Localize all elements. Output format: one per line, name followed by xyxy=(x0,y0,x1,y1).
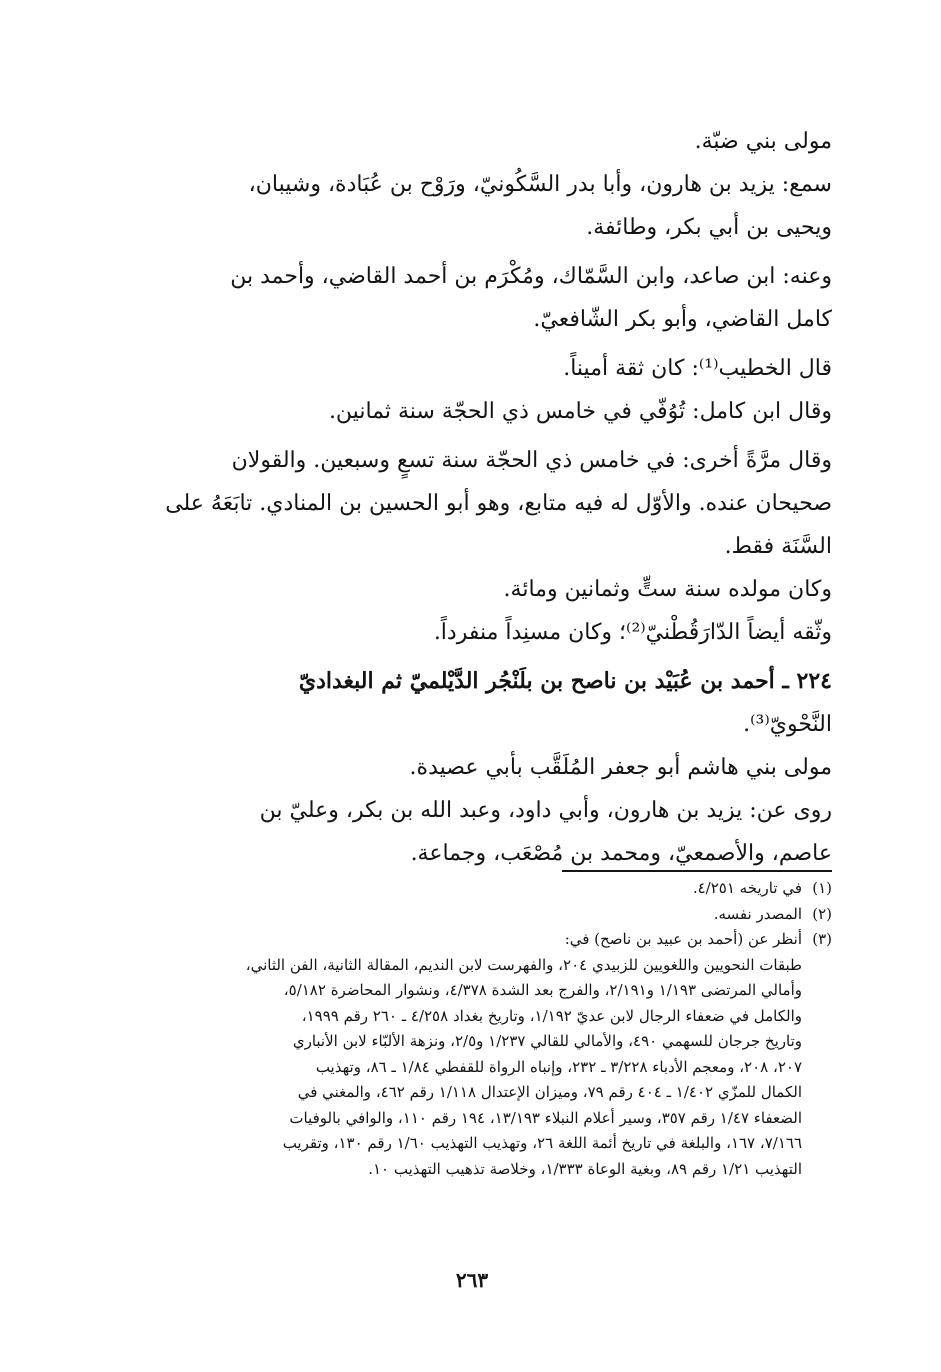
main-text xyxy=(112,120,832,875)
text-line: النَّحْويّ⁽³⁾. xyxy=(743,712,832,737)
text-line: وقال مرَّةً أخرى: في خامس ذي الحجّة سنة تسعٍ وسبعين. والقولان xyxy=(231,448,832,473)
text-line: مولى بني ضبّة. xyxy=(694,129,832,154)
text-line: وثّقه أيضاً الدّارَقُطْنيّ⁽²⁾؛ وكان مسنِداً منفرداً. xyxy=(433,620,832,645)
footnote-line: والكامل في ضعفاء الرجال لابن عديّ ١/١٩٢، وتاريخ بغداد ٤/٢٥٨ ـ ٢٦٠ رقم ١٩٩٩، xyxy=(301,1006,802,1025)
text-line: عاصم، والأصمعيّ، ومحمد بن مُصْعَب، وجماعة. xyxy=(410,841,832,866)
footnote-number: (١) xyxy=(812,879,832,897)
text-line: وكان مولده سنة ستٍّ وثمانين ومائة. xyxy=(503,577,832,602)
footnote-divider xyxy=(562,870,832,872)
footnote-line: التهذيب ١/٢١ رقم ٨٩، وبغية الوعاة ١/٣٣٣، وخلاصة تذهيب التهذيب ١٠. xyxy=(368,1159,802,1178)
text-line: مولى بني هاشم أبو جعفر المُلَقَّب بأبي عصيدة. xyxy=(409,755,832,780)
book-page xyxy=(112,0,832,1372)
footnote-number: (٢) xyxy=(812,904,832,923)
text-line: صحيحان عنده. والأوّل له فيه متابع، وهو أبو الحسين بن المنادي. تابَعَهُ على xyxy=(165,491,832,516)
footnote-text: أنظر عن (أحمد بن عبيد بن ناصح) في: xyxy=(564,930,802,948)
footnotes xyxy=(112,876,832,1182)
footnote-text: في تاريخه ٤/٢٥١. xyxy=(692,879,802,897)
footnote-line: طبقات النحويين واللغويين للزبيدي ٢٠٤، والفهرست لابن النديم، المقالة الثانية، الفن الثاني، xyxy=(245,955,802,974)
text-line: روى عن: يزيد بن هارون، وأبي داود، وعبد الله بن بكر، وعليّ بن xyxy=(259,798,832,823)
text-line: السَّنَة فقط. xyxy=(724,534,832,559)
entry-heading: ٢٢٤ ـ أحمد بن عُبَيْد بن ناصح بن بلَنْجُر الدَّيْلميّ ثم البغداديّ xyxy=(298,668,832,694)
text-line: سمع: يزيد بن هارون، وأبا بدر السَّكُونيّ، ورَوْح بن عُبَادة، وشيبان، xyxy=(248,172,832,197)
footnote-item xyxy=(112,876,832,902)
text-line: ويحيى بن أبي بكر، وطائفة. xyxy=(586,215,832,240)
footnote-line: الكمال للمزّي ١/٤٠٢ ـ ٤٠٤ رقم ٧٩، وميزان الإعتدال ١/١١٨ رقم ٤٦٢، والمغني في xyxy=(297,1083,802,1101)
footnote-number: (٣) xyxy=(812,930,832,948)
footnote-line: ٧/١٦٦، ١٦٧، والبلغة في تاريخ أئمة اللغة ٢٦، وتهذيب التهذيب ١/٦٠ رقم ١٣٠، وتقريب xyxy=(282,1134,802,1152)
text-line: وقال ابن كامل: تُوُفّي في خامس ذي الحجّة سنة ثمانين. xyxy=(328,399,832,424)
text-line: وعنه: ابن صاعد، وابن السَّمّاك، ومُكْرَم بن أحمد القاضي، وأحمد بن xyxy=(230,264,832,289)
footnote-text: المصدر نفسه. xyxy=(713,904,802,923)
footnote-sources xyxy=(112,953,832,1183)
page-number: ٢٦٣ xyxy=(455,1268,489,1292)
footnote-line: وأمالي المرتضى ١/١٩٣ و٢/١٩١، والفرج بعد الشدة ٤/٣٧٨، ونشوار المحاضرة ٥/١٨٢، xyxy=(283,981,802,999)
footnote-item xyxy=(112,927,832,953)
footnote-line: الضعفاء ١/٤٧ رقم ٣٥٧، وسير أعلام النبلاء ١٣/١٩٣، ١٩٤ رقم ١١٠، والوافي بالوفيات xyxy=(289,1108,802,1127)
footnote-item xyxy=(112,902,832,928)
text-line: قال الخطيب⁽¹⁾: كان ثقة أميناً. xyxy=(563,356,832,381)
text-line: كامل القاضي، وأبو بكر الشّافعيّ. xyxy=(533,307,832,332)
footnote-line: وتاريخ جرجان للسهمي ٤٩٠، والأمالي للقالي ١/٢٣٧ و٢/٥، ونزهة الألبّاء لابن الأنباري xyxy=(292,1032,802,1050)
footnote-line: ٢٠٧، ٢٠٨، ومعجم الأدباء ٣/٢٢٨ ـ ٢٣٢، وإنباه الرواة للقفطي ١/٨٤ ـ ٨٦، وتهذيب xyxy=(315,1057,802,1076)
